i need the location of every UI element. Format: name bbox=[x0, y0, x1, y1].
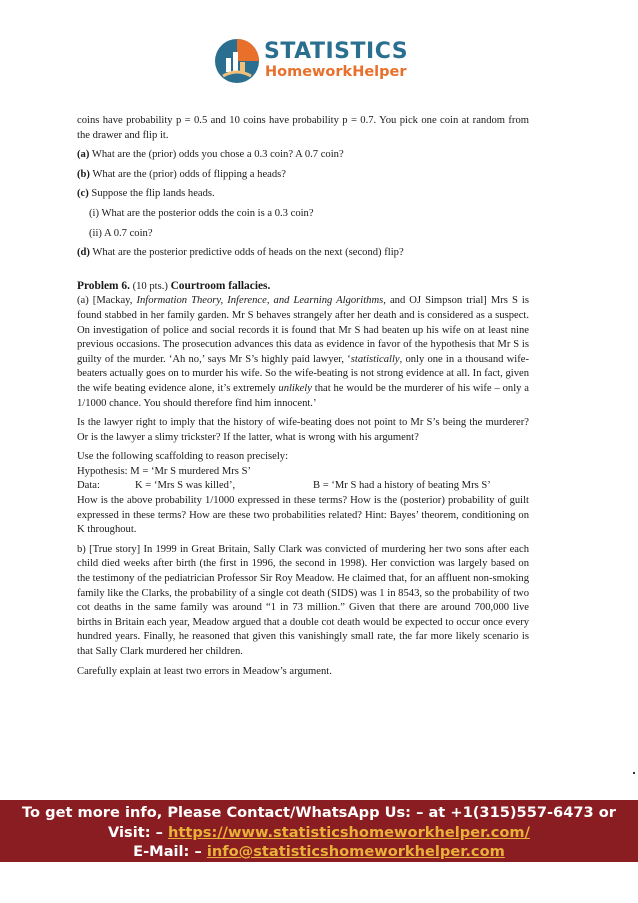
item-b-label: (b) bbox=[77, 168, 90, 180]
part-a-text-1: (a) [Mackay, bbox=[77, 295, 137, 307]
problem-heading bbox=[77, 279, 529, 295]
item-b bbox=[77, 168, 529, 183]
item-c bbox=[77, 187, 529, 202]
subitem-ii: (ii) A 0.7 coin? bbox=[89, 227, 153, 239]
chart-hand-logo-icon bbox=[214, 38, 260, 84]
final-question: Carefully explain at least two errors in Meadow’s argument. bbox=[77, 665, 332, 677]
part-a-paragraph bbox=[77, 294, 529, 411]
footer-email-line bbox=[0, 842, 638, 862]
logo bbox=[214, 38, 409, 86]
footer-visit-line bbox=[0, 823, 638, 843]
part-a-unlikely: unlikely bbox=[278, 382, 312, 394]
footer-contact-line: To get more info, Please Contact/WhatsApp Us: – at +1(315)557-6473 or bbox=[22, 804, 616, 821]
item-d-text: What are the posterior predictive odds of heads on the next (second) flip? bbox=[92, 247, 404, 259]
logo-subtitle: HomeworkHelper bbox=[265, 64, 407, 80]
stray-mark bbox=[633, 772, 635, 774]
problem-points: (10 pts.) bbox=[132, 280, 168, 292]
problem-number: Problem 6. bbox=[77, 279, 130, 292]
footer-visit-label: Visit: – bbox=[108, 823, 169, 841]
problem-title: Courtroom fallacies. bbox=[170, 279, 271, 292]
item-a-label: (a) bbox=[77, 149, 90, 161]
item-c-text: Suppose the flip lands heads. bbox=[91, 188, 215, 200]
item-a-text: What are the (prior) odds you chose a 0.3 coin? A 0.7 coin? bbox=[91, 149, 344, 161]
document-body bbox=[77, 114, 529, 679]
part-a-book-title: Information Theory, Inference, and Learning Algorithms bbox=[136, 295, 384, 307]
item-a bbox=[77, 148, 529, 163]
item-d-label: (d) bbox=[77, 247, 90, 259]
intro-line: coins have probability p = 0.5 and 10 coins have probability p = 0.7. You pick one coin at random from the drawer and flip it. bbox=[77, 115, 529, 141]
data-line bbox=[77, 479, 529, 494]
scaffold-intro: Use the following scaffolding to reason precisely: bbox=[77, 451, 289, 463]
how-question: How is the above probability 1/1000 expressed in these terms? How is the (posterior) probability of guilt expressed in these terms? How are these two probabilities related? Hint: Bayes’ theorem, conditioning on K throughout. bbox=[77, 495, 529, 536]
lawyer-question: Is the lawyer right to imply that the history of wife-beating does not point to Mr S’s being the murderer? Or is the lawyer a slimy trickster? If the latter, what is wrong with his argument? bbox=[77, 417, 529, 443]
hypothesis-line: Hypothesis: M = ‘Mr S murdered Mrs S’ bbox=[77, 465, 251, 477]
data-b: B = ‘Mr S had a history of beating Mrs S’ bbox=[313, 480, 491, 492]
data-k: K = ‘Mrs S was killed’, bbox=[135, 480, 236, 492]
part-a-text-5: , only one in a thousand wife-beaters actually goes on to murder his wife. So the wife-beating is not strong evidence at all. In fact, given the wife beating evidence alone, it’s extremely bbox=[77, 353, 530, 394]
email-link[interactable]: info@statisticshomeworkhelper.com bbox=[206, 843, 505, 860]
subitem-i: (i) What are the posterior odds the coin is a 0.3 coin? bbox=[89, 207, 314, 219]
item-b-text: What are the (prior) odds of flipping a heads? bbox=[92, 168, 286, 180]
website-link[interactable]: https://www.statisticshomeworkhelper.com/ bbox=[168, 823, 530, 841]
part-a-statistically: statistically bbox=[350, 353, 400, 365]
part-a-text-7: that he would be the murderer of his wife – only a 1/1000 chance. You should therefore find him innocent.’ bbox=[77, 382, 529, 409]
contact-footer bbox=[0, 800, 638, 862]
data-label: Data: bbox=[77, 480, 100, 492]
item-c-label: (c) bbox=[77, 188, 89, 200]
part-a-text-3: , and OJ Simpson trial] Mrs S is found stabbed in her family garden. Mr S behaves strangely after her death and is considered as a suspect. On investigation of police and social records it is found that Mr S had beaten up his wife on at least nine previous occasions. The prosecution advances this data as evidence in favor of the hypothesis that Mr S is guilty of the murder. ‘Ah no,’ says Mr S’s highly paid lawyer, ‘ bbox=[77, 295, 529, 365]
part-b-paragraph: b) [True story] In 1999 in Great Britain, Sally Clark was convicted of murdering her two sons after each child died weeks after birth (the first in 1996, the second in 1998). Her conviction was largely based on the testimony of the pediatrician Professor Sir Roy Meadow. He claimed that, for an affluent non-smoking family like the Clarks, the probability of a single cot death (SIDS) was 1 in 8543, so the probability of two cot deaths in the same family was around “1 in 73 million.” Given that there are around 700,000 live births in Britain each year, Meadow argued that a double cot death would be expected to occur once every hundred years. Finally, he reasoned that given this vanishingly small rate, the far more likely scenario is that Sally Clark murdered her children. bbox=[77, 543, 529, 657]
item-d bbox=[77, 246, 529, 261]
logo-title: STATISTICS bbox=[264, 39, 409, 64]
footer-email-label: E-Mail: – bbox=[133, 843, 207, 860]
